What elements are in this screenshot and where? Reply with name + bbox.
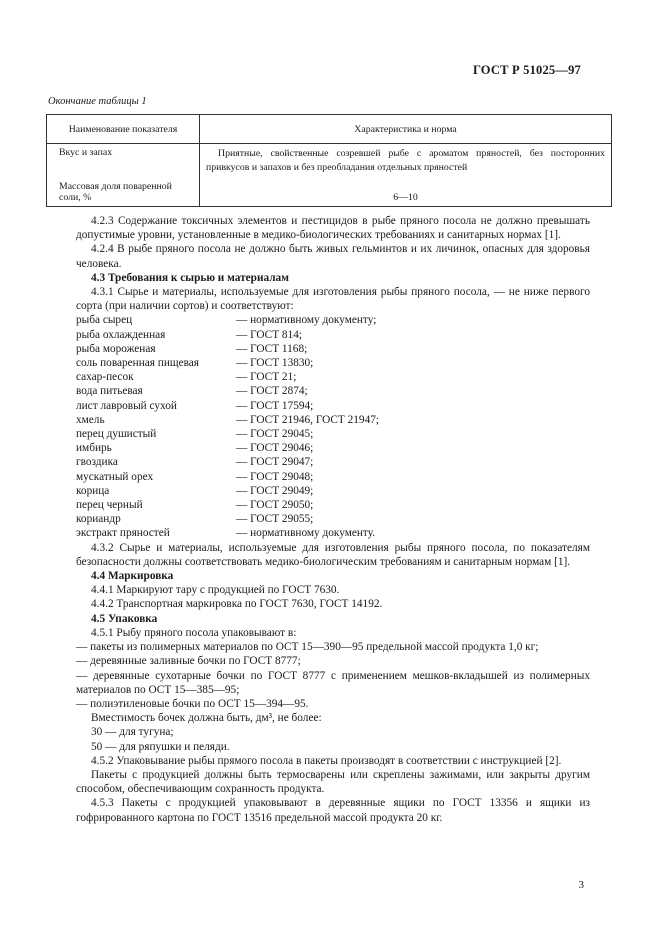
material-standard: — ГОСТ 29045; [236, 428, 314, 441]
material-name: мускатный орех [76, 470, 154, 483]
material-item [76, 470, 590, 484]
paragraph-4-2-4: 4.2.4 В рыбе пряного посола не должно быть живых гельминтов и их личинок, опасных для здоровья человека. [76, 243, 590, 270]
packaging-item: — пакеты из полимерных материалов по ОСТ 15—390—95 предельной массой продукта 1,0 кг; [76, 641, 539, 654]
material-name: сахар-песок [76, 371, 134, 384]
table-caption: Окончание таблицы 1 [48, 96, 147, 107]
table-cell-value: Приятные, свойственные созревшей рыбе с ароматом пряностей, без посторонних привкусов и запахов и без преобладания отдельных пряностей [200, 144, 612, 176]
heading-4-4: 4.4 Маркировка [91, 570, 174, 583]
table-cell-name: Массовая доля поваренной соли, % [47, 175, 200, 207]
material-item [76, 512, 590, 526]
table-cell-value: 6—10 [200, 175, 612, 207]
materials-list [76, 313, 590, 540]
material-name: рыба охлажденная [76, 328, 166, 341]
paragraph-4-5-3: 4.5.3 Пакеты с продукцией упаковывают в деревянные ящики по ГОСТ 13356 и ящики из гофрированного картона по ГОСТ 13516 предельной массой продукта 20 кг. [76, 797, 590, 824]
material-standard: — ГОСТ 29049; [236, 484, 314, 497]
material-name: корица [76, 484, 110, 497]
material-item [76, 526, 590, 540]
document-code: ГОСТ Р 51025—97 [472, 63, 581, 77]
packaging-item: — полиэтиленовые бочки по ОСТ 15—394—95. [76, 697, 309, 710]
material-standard: — ГОСТ 29047; [236, 456, 314, 469]
material-item [76, 427, 590, 441]
material-standard: — ГОСТ 21946, ГОСТ 21947; [236, 413, 380, 426]
column-header-norm: Характеристика и норма [200, 115, 612, 144]
paragraph-4-3-1: 4.3.1 Сырье и материалы, используемые для изготовления рыбы пряного посола, — не ниже первого сорта (при наличии сортов) и соответствуют: [76, 286, 590, 313]
paragraph-4-4-1: 4.4.1 Маркируют тару с продукцией по ГОСТ 7630. [91, 584, 340, 597]
material-name: гвоздика [76, 456, 118, 469]
heading-4-3: 4.3 Требования к сырью и материалам [91, 271, 289, 284]
material-item [76, 356, 590, 370]
packaging-item: — деревянные заливные бочки по ГОСТ 8777; [76, 655, 301, 668]
paragraph-4-5-1: 4.5.1 Рыбу пряного посола упаковывают в: [91, 626, 297, 639]
material-standard: — нормативному документу. [236, 527, 376, 540]
material-standard: — нормативному документу; [236, 314, 377, 327]
material-item [76, 484, 590, 498]
capacity-item: 30 — для тугуна; [91, 726, 174, 739]
table-header-row [47, 115, 612, 144]
material-name: перец черный [76, 499, 143, 512]
paragraph-4-5-2-cont: Пакеты с продукцией должны быть термосварены или скреплены зажимами, или закрыты другим способом, обеспечивающим сохранность продукта. [76, 768, 590, 796]
capacity-item: 50 — для ряпушки и пеляди. [91, 740, 230, 753]
table-row [47, 144, 612, 176]
table-row [47, 175, 612, 207]
spec-table [46, 114, 612, 207]
heading-4-5: 4.5 Упаковка [91, 612, 158, 625]
material-item [76, 455, 590, 469]
paragraph-4-2-3: 4.2.3 Содержание токсичных элементов и пестицидов в рыбе пряного посола не должно превышать допустимые уровни, установленные в медико-биологических требованиях и санитарных нормах [1]. [76, 215, 590, 242]
material-item [76, 313, 590, 327]
paragraph-4-5-2: 4.5.2 Упаковывание рыбы прямого посола в пакеты производят в соответствии с инструкцией [2]. [91, 754, 562, 767]
material-standard: — ГОСТ 29046; [236, 442, 314, 455]
material-item [76, 342, 590, 356]
material-item [76, 384, 590, 398]
material-name: хмель [76, 413, 105, 426]
material-standard: — ГОСТ 29048; [236, 470, 314, 483]
material-standard: — ГОСТ 13830; [236, 357, 314, 370]
material-name: рыба сырец [76, 314, 133, 327]
material-standard: — ГОСТ 2874; [236, 385, 308, 398]
material-name: лист лавровый сухой [76, 399, 177, 412]
table-cell-name: Вкус и запах [47, 144, 200, 176]
column-header-indicator: Наименование показателя [47, 115, 200, 144]
material-item [76, 413, 590, 427]
material-item [76, 328, 590, 342]
page-number: 3 [578, 879, 584, 891]
material-name: вода питьевая [76, 385, 143, 398]
material-name: имбирь [76, 442, 112, 455]
paragraph-4-3-2: 4.3.2 Сырье и материалы, используемые для изготовления рыбы пряного посола, по показателям безопасности должны соответствовать медико-биологическим требованиям и санитарным нормам [1]. [76, 541, 590, 568]
document-body [76, 214, 590, 825]
material-standard: — ГОСТ 814; [236, 328, 303, 341]
material-standard: — ГОСТ 21; [236, 371, 297, 384]
material-standard: — ГОСТ 29050; [236, 499, 314, 512]
material-standard: — ГОСТ 17594; [236, 399, 314, 412]
capacity-intro: Вместимость бочек должна быть, дм³, не более: [91, 712, 322, 725]
material-name: соль поваренная пищевая [76, 357, 200, 370]
material-name: рыба мороженая [76, 342, 156, 355]
material-standard: — ГОСТ 29055; [236, 513, 314, 526]
material-item [76, 399, 590, 413]
material-name: перец душистый [76, 428, 157, 441]
paragraph-4-4-2: 4.4.2 Транспортная маркировка по ГОСТ 7630, ГОСТ 14192. [91, 598, 383, 611]
material-name: кориандр [76, 513, 121, 526]
material-item [76, 441, 590, 455]
material-item [76, 370, 590, 384]
material-standard: — ГОСТ 1168; [236, 342, 308, 355]
material-item [76, 498, 590, 512]
packaging-item: — деревянные сухотарные бочки по ГОСТ 8777 с применением мешков-вкладышей из полимерных материалов по ОСТ 15—385—95; [76, 669, 590, 696]
material-name: экстракт пряностей [76, 527, 170, 540]
